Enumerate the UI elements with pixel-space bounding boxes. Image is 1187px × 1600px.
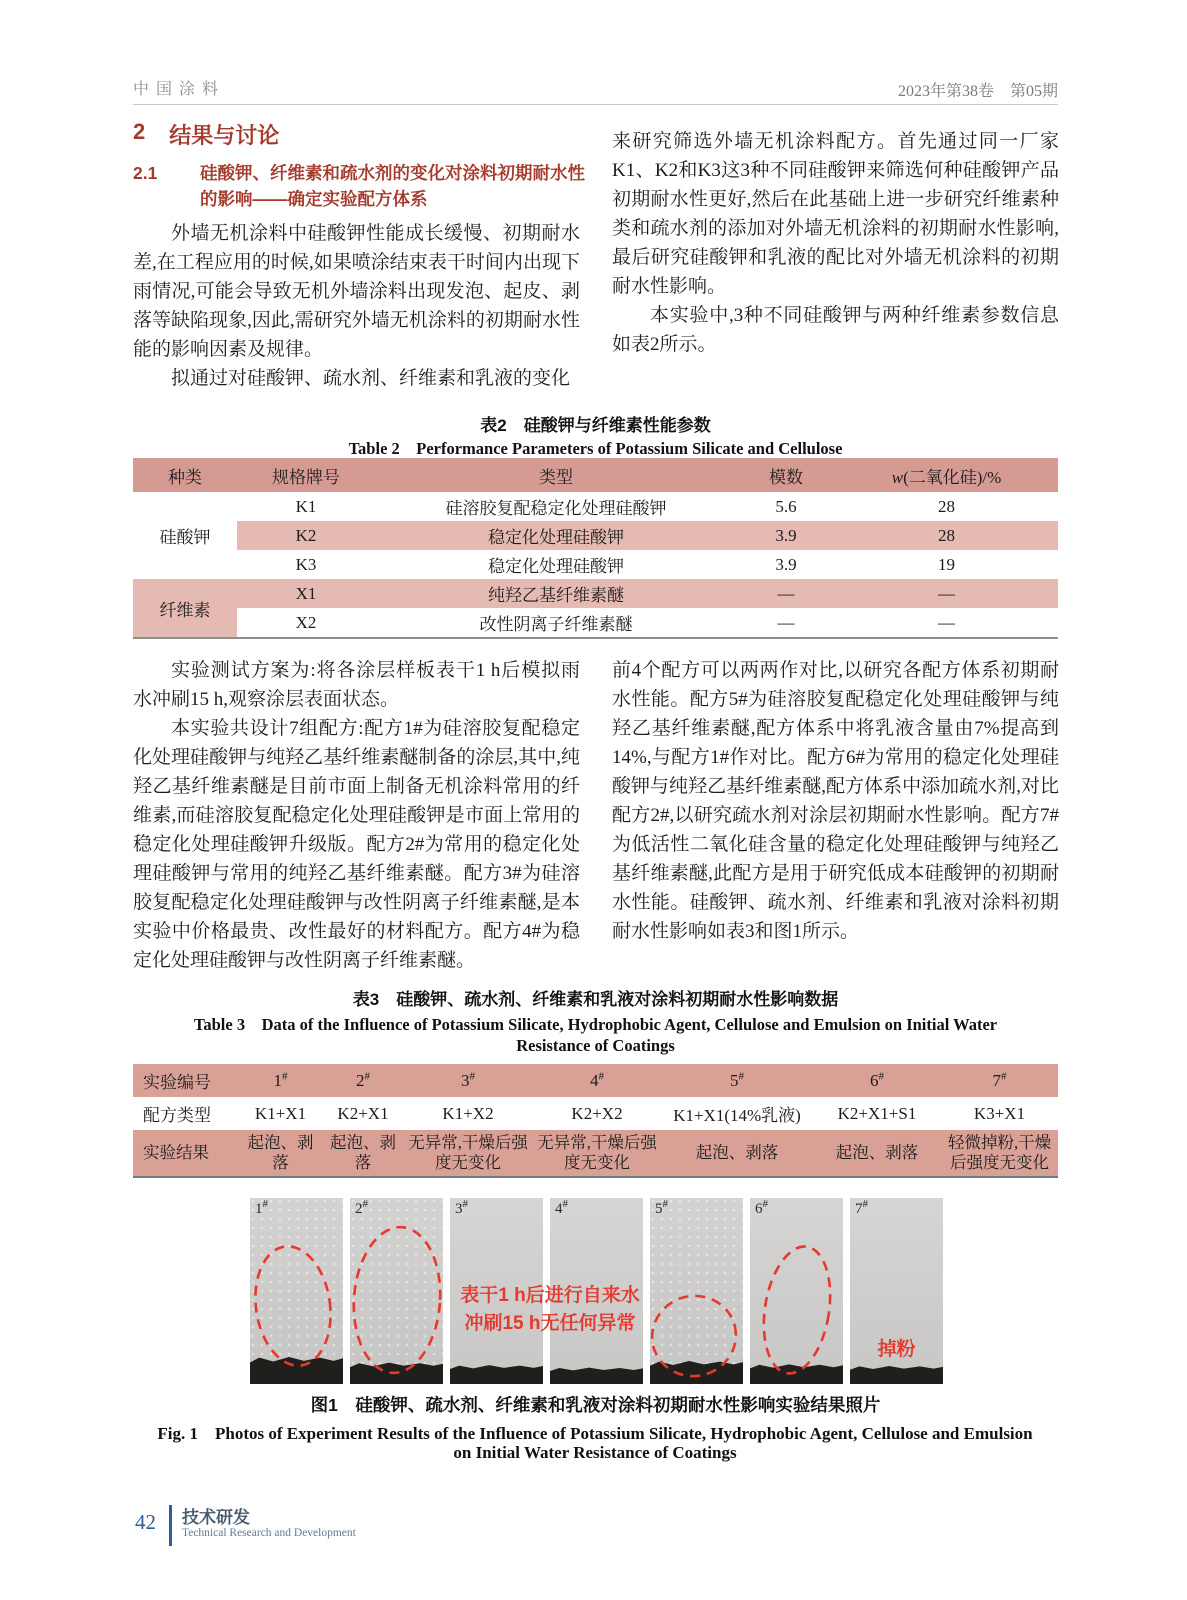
subsection-number: 2.1 [133, 163, 158, 183]
hash-sup: # [1001, 1069, 1007, 1082]
annotation-line: 冲刷15 h无任何异常 [464, 1313, 636, 1334]
figure-annotation [400, 1282, 700, 1338]
photo-label: 7# [855, 1198, 868, 1217]
table-cell: 28 [835, 521, 1058, 550]
section-heading [133, 119, 279, 150]
table-cell [941, 1064, 1058, 1097]
hash-sup: # [462, 1198, 468, 1210]
text-column-right-2 [612, 656, 1059, 946]
group-cell: 硅酸钾 [133, 492, 237, 579]
table-row [133, 550, 1058, 579]
table-cell: 28 [835, 492, 1058, 521]
table-cell: 硅溶胶复配稳定化处理硅酸钾 [375, 492, 737, 521]
table-row [133, 1064, 1058, 1097]
table-row [133, 492, 1058, 521]
table-row [133, 1130, 1058, 1177]
text-column-left-1 [133, 219, 580, 393]
table2 [133, 458, 1058, 639]
table2-title-en: Table 2 Performance Parameters of Potassium Silicate and Cellulose [348, 439, 843, 458]
table-cell: — [737, 608, 835, 638]
table-cell: 起泡、剥落 [323, 1130, 403, 1177]
footer-column-en: Technical Research and Development [182, 1527, 356, 1539]
figure1-caption-cn: 图1 硅酸钾、疏水剂、纤维素和乳液对涂料初期耐水性影响实验结果照片 [310, 1395, 881, 1415]
table-header-cell: 模数 [737, 458, 835, 492]
photo-label: 3# [455, 1198, 468, 1217]
subsection-title: 硅酸钾、纤维素和疏水剂的变化对涂料初期耐水性的影响——确定实验配方体系 [200, 163, 585, 209]
row-label: 实验编号 [133, 1064, 238, 1097]
table-cell: 3.9 [737, 521, 835, 550]
section-number: 2 [133, 119, 146, 144]
table-cell [813, 1064, 941, 1097]
paragraph: 拟通过对硅酸钾、疏水剂、纤维素和乳液的变化 [171, 368, 571, 389]
hash-sup: # [364, 1069, 370, 1082]
photo-label: 4# [555, 1198, 568, 1217]
hash-sup: # [362, 1198, 368, 1210]
figure1-photos [250, 1198, 943, 1384]
sample-photo-1 [250, 1198, 343, 1384]
figure1-caption-en-line1: Fig. 1 Photos of Experiment Results of the Influence of Potassium Silicate, Hydrophobic Agent, Cellulose and Emulsion [157, 1424, 1033, 1443]
wet-area [550, 1364, 643, 1384]
experiment-id: 2 [356, 1070, 365, 1090]
row-label: 配方类型 [143, 1106, 211, 1125]
table-cell: K1 [237, 492, 375, 521]
table-cell: 无异常,干燥后强度无变化 [533, 1130, 661, 1177]
table-cell: 起泡、剥落 [661, 1130, 813, 1177]
table-cell [238, 1064, 323, 1097]
paragraph: 本实验中,3种不同硅酸钾与两种纤维素参数信息如表2所示。 [612, 305, 1059, 355]
w-rest: (二氧化硅)/% [903, 467, 1002, 487]
group-cell: 纤维素 [133, 579, 237, 638]
table3 [133, 1064, 1058, 1178]
table-cell: 起泡、剥落 [238, 1130, 323, 1177]
table-cell: 19 [835, 550, 1058, 579]
hash-sup: # [878, 1069, 884, 1082]
table-cell: K2 [237, 521, 375, 550]
paragraph: 实验测试方案为:将各涂层样板表干1 h后模拟雨水冲刷15 h,观察涂层表面状态。 [133, 660, 580, 710]
subsection-heading [133, 160, 595, 212]
table-cell: K2+X2 [571, 1103, 623, 1123]
table-cell: K2+X1 [337, 1103, 389, 1123]
table-cell [403, 1064, 533, 1097]
table-cell: X1 [237, 579, 375, 608]
table3-title-cn: 表3 硅酸钾、疏水剂、纤维素和乳液对涂料初期耐水性影响数据 [352, 990, 839, 1009]
hash-sup: # [282, 1069, 288, 1082]
table-cell: K1+X2 [442, 1103, 494, 1123]
footer-column-cn: 技术研发 [182, 1508, 250, 1527]
table-cell: 无异常,干燥后强度无变化 [403, 1130, 533, 1177]
text-column-right-1 [612, 127, 1059, 359]
wet-area [850, 1362, 943, 1384]
figure1-caption-en-line2: on Initial Water Resistance of Coatings [453, 1443, 737, 1462]
paragraph: 来研究筛选外墙无机涂料配方。首先通过同一厂家K1、K2和K3这3种不同硅酸钾来筛选何种硅酸钾产品初期耐水性更好,然后在此基础上进一步研究纤维素种类和疏水剂的添加对外墙无机涂料的初期耐水性影响,最后研究硅酸钾和乳液的配比对外墙无机涂料的初期耐水性影响。 [612, 131, 1059, 297]
table-cell: 改性阴离子纤维素醚 [375, 608, 737, 638]
table-row [133, 1097, 1058, 1130]
experiment-id: 1 [273, 1070, 282, 1090]
footer-divider [169, 1505, 172, 1546]
table-cell: — [835, 579, 1058, 608]
table-cell: 5.6 [737, 492, 835, 521]
table-cell [323, 1064, 403, 1097]
wet-area [450, 1361, 543, 1384]
paragraph: 外墙无机涂料中硅酸钾性能成长缓慢、初期耐水差,在工程应用的时候,如果喷涂结束表干时间内出现下雨情况,可能会导致无机外墙涂料出现发泡、起皮、剥落等缺陷现象,因此,需研究外墙无机涂料的初期耐水性能的影响因素及规律。 [133, 223, 580, 360]
w-italic: w [891, 467, 904, 487]
paragraph: 本实验共设计7组配方:配方1#为硅溶胶复配稳定化处理硅酸钾与纯羟乙基纤维素醚制备的涂层,其中,纯羟乙基纤维素醚是目前市面上制备无机涂料常用的纤维素,而硅溶胶复配稳定化处理硅酸钾是市面上常用的稳定化处理硅酸钾升级版。配方2#为常用的稳定化处理硅酸钾与常用的纯羟乙基纤维素醚。配方3#为硅溶胶复配稳定化处理硅酸钾与改性阴离子纤维素醚,是本实验中价格最贵、改性最好的材料配方。配方4#为稳定化处理硅酸钾与改性阴离子纤维素醚。 [133, 718, 580, 971]
section-title: 结果与讨论 [169, 123, 280, 148]
annotation-line: 表干1 h后进行自来水 [460, 1285, 640, 1306]
row-label: 实验结果 [133, 1130, 238, 1177]
table-cell: X2 [237, 608, 375, 638]
hash-sup: # [598, 1069, 604, 1082]
table-row [133, 579, 1058, 608]
hash-sup: # [662, 1198, 668, 1210]
hash-sup: # [762, 1198, 768, 1210]
figure-annotation-chalking: 掉粉 [877, 1339, 916, 1360]
photo-label: 2# [355, 1198, 368, 1217]
experiment-id: 3 [461, 1070, 470, 1090]
table-header-cell: 种类 [133, 458, 237, 492]
table-cell: 轻微掉粉,干燥后强度无变化 [941, 1130, 1058, 1177]
table-cell: K3 [237, 550, 375, 579]
table-cell: 3.9 [737, 550, 835, 579]
header-rule [133, 104, 1058, 105]
table-row [133, 521, 1058, 550]
defect-outline [750, 1198, 843, 1384]
hash-sup: # [262, 1198, 268, 1210]
table-cell: K3+X1 [973, 1103, 1026, 1123]
table-cell: — [737, 579, 835, 608]
experiment-id: 5 [730, 1070, 739, 1090]
table-row [133, 458, 1058, 492]
hash-sup: # [738, 1069, 744, 1082]
table-cell: 纯羟乙基纤维素醚 [375, 579, 737, 608]
photo-label: 5# [655, 1198, 668, 1217]
hash-sup: # [469, 1069, 475, 1082]
table-cell [533, 1064, 661, 1097]
experiment-id: 7 [992, 1070, 1001, 1090]
table-cell [661, 1064, 813, 1097]
table3-title-en-line2: Resistance of Coatings [516, 1036, 675, 1055]
table-cell: 稳定化处理硅酸钾 [375, 550, 737, 579]
table-cell: 稳定化处理硅酸钾 [375, 521, 737, 550]
paragraph: 前4个配方可以两两作对比,以研究各配方体系初期耐水性能。配方5#为硅溶胶复配稳定化处理硅酸钾与纯羟乙基纤维素醚,配方体系中将乳液含量由7%提高到14%,与配方1#作对比。配方6#为常用的稳定化处理硅酸钾与纯羟乙基纤维素醚,配方体系中添加疏水剂,对比配方2#,以研究疏水剂对涂层初期耐水性影响。配方7#为低活性二氧化硅含量的稳定化处理硅酸钾与纯羟乙基纤维素醚,此配方是用于研究低成本硅酸钾的初期耐水性能。硅酸钾、疏水剂、纤维素和乳液对涂料初期耐水性影响如表3和图1所示。 [612, 660, 1059, 942]
table-cell: — [835, 608, 1058, 638]
table3-title-en-line1: Table 3 Data of the Influence of Potassium Silicate, Hydrophobic Agent, Cellulose and Emulsion on Initial Water [193, 1015, 998, 1034]
page-number: 42 [135, 1510, 156, 1534]
table-header-cell: 规格牌号 [237, 458, 375, 492]
text-column-left-2 [133, 656, 580, 975]
defect-outline [250, 1198, 343, 1384]
table2-title-cn: 表2 硅酸钾与纤维素性能参数 [480, 416, 711, 435]
photo-label: 1# [255, 1198, 268, 1217]
table-header-cell [835, 458, 1058, 492]
experiment-id: 4 [590, 1070, 599, 1090]
table-row [133, 608, 1058, 638]
table-cell: K1+X1(14%乳液) [673, 1106, 801, 1125]
table-cell: K1+X1 [254, 1103, 307, 1123]
table-cell: 起泡、剥落 [813, 1130, 941, 1177]
issue-info: 2023年第38卷 第05期 [897, 83, 1058, 100]
table-header-cell: 类型 [375, 458, 737, 492]
hash-sup: # [862, 1198, 868, 1210]
experiment-id: 6 [870, 1070, 879, 1090]
hash-sup: # [562, 1198, 568, 1210]
sample-photo-6 [750, 1198, 843, 1384]
table-cell: K2+X1+S1 [837, 1103, 917, 1123]
journal-name: 中国涂料 [133, 81, 226, 98]
photo-label: 6# [755, 1198, 768, 1217]
